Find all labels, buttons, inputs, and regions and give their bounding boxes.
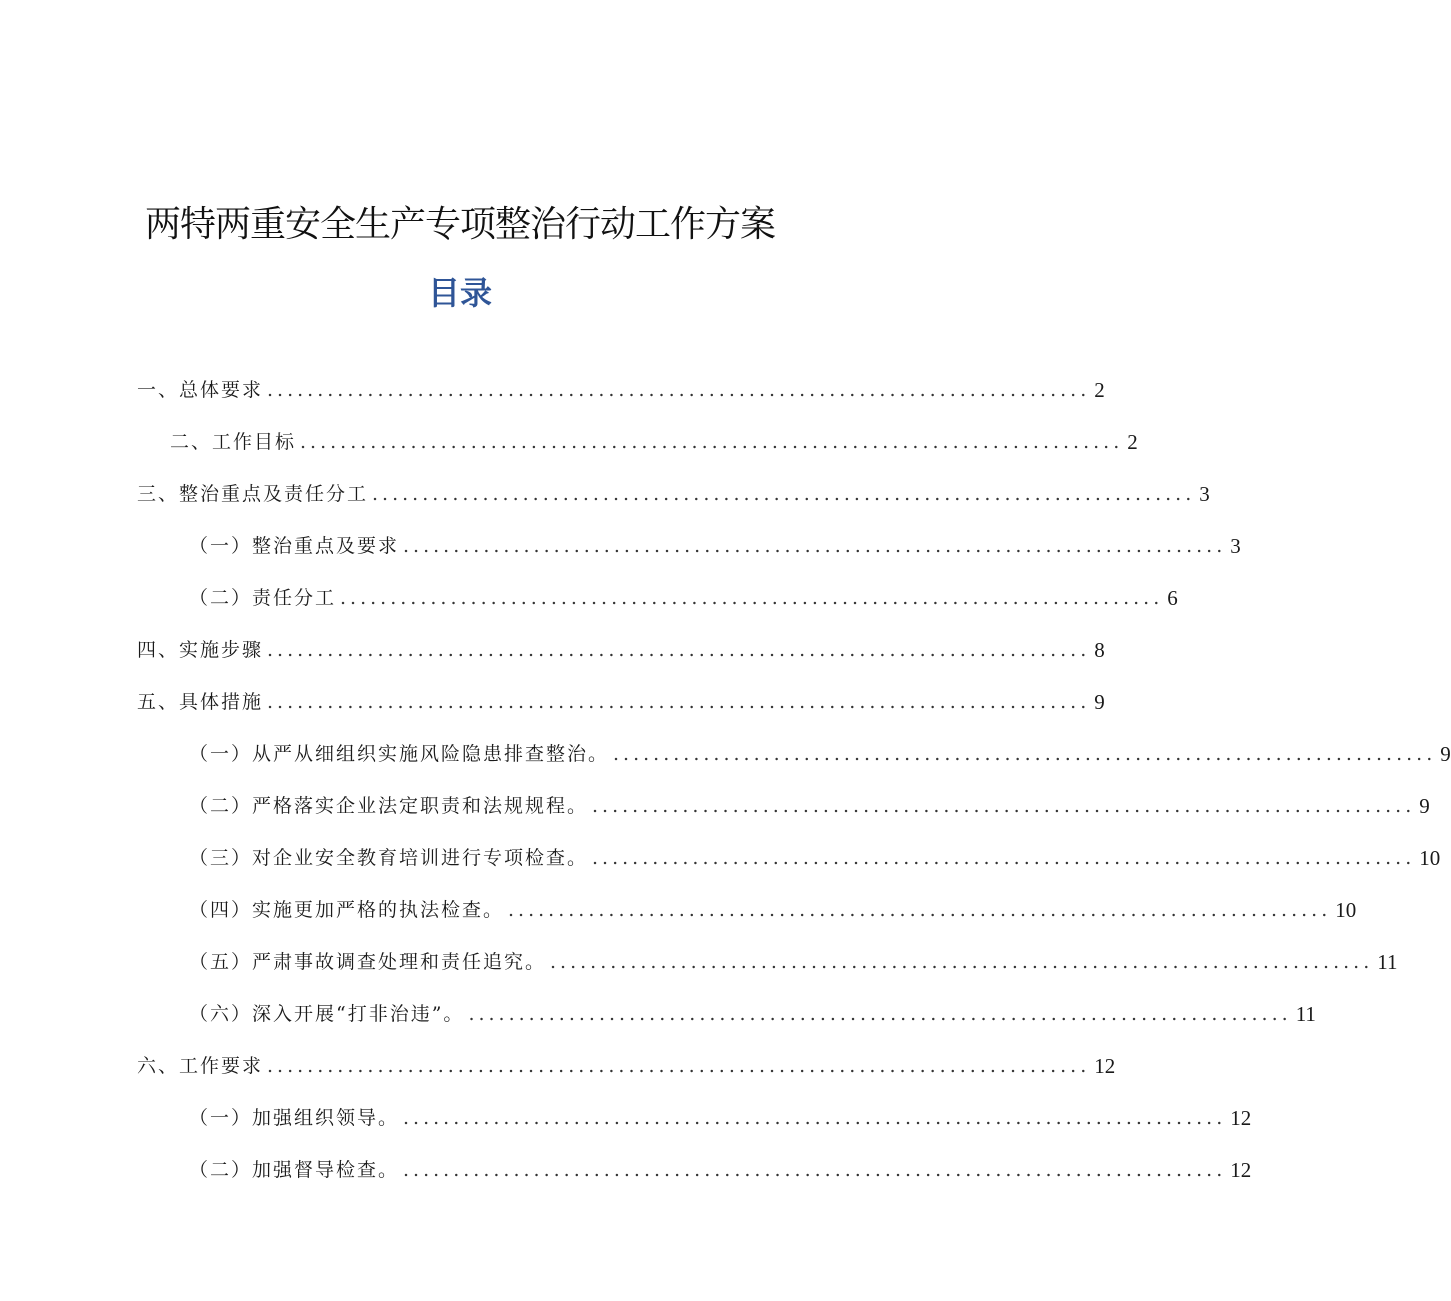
toc-entry-label: （二）严格落实企业法定职责和法规规程。 bbox=[189, 795, 589, 817]
toc-dot-leader: .................................................................................. bbox=[340, 587, 1164, 609]
toc-entry-page: 2 bbox=[1094, 378, 1105, 402]
toc-entry[interactable] bbox=[189, 840, 1441, 876]
toc-entry-label: （一）加强组织领导。 bbox=[189, 1107, 400, 1129]
toc-dot-leader: .................................................................................. bbox=[267, 691, 1091, 713]
toc-entry[interactable] bbox=[170, 424, 1138, 460]
toc-entry[interactable] bbox=[189, 892, 1357, 928]
toc-entry-page: 12 bbox=[1230, 1106, 1252, 1130]
toc-entry-page: 3 bbox=[1199, 482, 1210, 506]
toc-entry-label: 五、具体措施 bbox=[137, 691, 264, 713]
toc-entry-label: （五）严肃事故调查处理和责任追究。 bbox=[189, 951, 547, 973]
toc-dot-leader: .................................................................................. bbox=[468, 1003, 1292, 1025]
toc-entry-page: 11 bbox=[1377, 950, 1398, 974]
toc-dot-leader: .................................................................................. bbox=[372, 483, 1196, 505]
toc-entry[interactable] bbox=[189, 996, 1316, 1032]
toc-entry-label: （六）深入开展“打非治违”。 bbox=[189, 1003, 465, 1025]
toc-entry[interactable] bbox=[137, 476, 1210, 512]
toc-entry-page: 11 bbox=[1295, 1002, 1316, 1026]
toc-entry-page: 12 bbox=[1094, 1054, 1116, 1078]
toc-dot-leader: .................................................................................. bbox=[592, 847, 1416, 869]
toc-entry[interactable] bbox=[189, 736, 1451, 772]
toc-dot-leader: .................................................................................. bbox=[403, 1107, 1227, 1129]
toc-entry-label: （一）从严从细组织实施风险隐患排查整治。 bbox=[189, 743, 610, 765]
toc-dot-leader: .................................................................................. bbox=[267, 639, 1091, 661]
toc-entry-page: 12 bbox=[1230, 1158, 1252, 1182]
toc-entry-label: 二、工作目标 bbox=[170, 431, 297, 453]
toc-entry-label: （四）实施更加严格的执法检查。 bbox=[189, 899, 505, 921]
toc-dot-leader: .................................................................................. bbox=[403, 535, 1227, 557]
toc-entry-label: 四、实施步骤 bbox=[137, 639, 264, 661]
toc-entry-label: （二）加强督导检查。 bbox=[189, 1159, 400, 1181]
toc-dot-leader: .................................................................................. bbox=[403, 1159, 1227, 1181]
toc-entry-page: 9 bbox=[1419, 794, 1430, 818]
toc-dot-leader: .................................................................................. bbox=[267, 379, 1091, 401]
toc-dot-leader: .................................................................................. bbox=[550, 951, 1374, 973]
document-title: 两特两重安全生产专项整治行动工作方案 bbox=[144, 204, 775, 245]
toc-dot-leader: .................................................................................. bbox=[592, 795, 1416, 817]
toc-entry-page: 2 bbox=[1127, 430, 1138, 454]
toc-entry-page: 10 bbox=[1419, 846, 1441, 870]
toc-dot-leader: .................................................................................. bbox=[613, 743, 1437, 765]
toc-entry[interactable] bbox=[189, 944, 1398, 980]
toc-entry-label: 六、工作要求 bbox=[137, 1055, 264, 1077]
toc-heading: 目录 bbox=[427, 274, 492, 312]
toc-entry-label: 一、总体要求 bbox=[137, 379, 264, 401]
toc-entry-page: 10 bbox=[1335, 898, 1357, 922]
toc-entry-page: 3 bbox=[1230, 534, 1241, 558]
toc-entry-label: （二）责任分工 bbox=[189, 587, 337, 609]
toc-entry[interactable] bbox=[189, 1100, 1252, 1136]
toc-entry-page: 9 bbox=[1094, 690, 1105, 714]
toc-entry[interactable] bbox=[189, 788, 1430, 824]
toc-dot-leader: .................................................................................. bbox=[508, 899, 1332, 921]
toc-entry[interactable] bbox=[189, 1152, 1252, 1188]
toc-entry[interactable] bbox=[137, 372, 1105, 408]
toc-dot-leader: .................................................................................. bbox=[267, 1055, 1091, 1077]
toc-entry[interactable] bbox=[189, 580, 1178, 616]
toc-entry-label: 三、整治重点及责任分工 bbox=[137, 483, 369, 505]
toc-entry[interactable] bbox=[137, 684, 1105, 720]
toc-entry-page: 8 bbox=[1094, 638, 1105, 662]
toc-entry[interactable] bbox=[189, 528, 1241, 564]
toc-dot-leader: .................................................................................. bbox=[300, 431, 1124, 453]
toc-entry-label: （三）对企业安全教育培训进行专项检查。 bbox=[189, 847, 589, 869]
toc-entry[interactable] bbox=[137, 632, 1105, 668]
toc-entry-page: 9 bbox=[1440, 742, 1451, 766]
toc-entry-page: 6 bbox=[1167, 586, 1178, 610]
toc-entry[interactable] bbox=[137, 1048, 1116, 1084]
toc-entry-label: （一）整治重点及要求 bbox=[189, 535, 400, 557]
